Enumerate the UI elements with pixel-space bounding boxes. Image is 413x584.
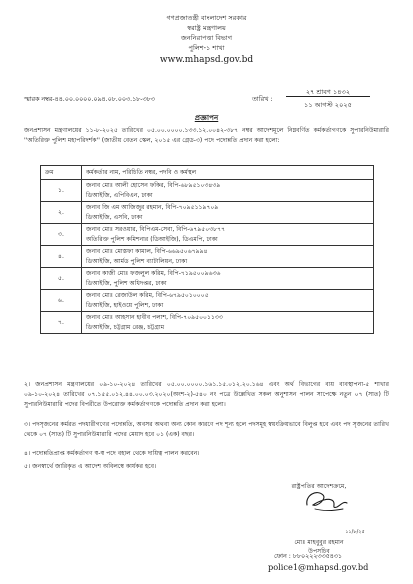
table-row <box>41 246 374 268</box>
government-name: গণপ্রজাতন্ত্রী বাংলাদেশ সরকার <box>166 14 247 22</box>
paragraph-2: ২। জনপ্রশাসন মন্ত্রণালয়ের ০৯-১০-২০২৪ তারিখের ০৫.০০.০০০০.১৬১.১৫.০১২.২০.১৬৪ এবং অর্থ বিভাগের ব্যয় ব্যবস্থাপনা-৫ শাখার ০৯-১০-২০২৪ তারিখের ০৭.১৫৫.০১২.৪৪.০০.০৩.২০২০(অংশ-২)-৫৪০ নং পত্রে উল্লেখিত সকল অনুশাসন পালন সাপেক্ষে নতুন ০৭ (সাত) টি সুপারনিউমারারি পদের বিপরীতে উপরোক্ত কর্মকর্তাগণকে পদোন্নতি প্রদান করা হলো। <box>24 381 389 408</box>
row-officer-info <box>82 202 374 224</box>
officer-name: জনাব মোঃ সরওয়ার, বিপিএম-সেবা, বিপি-৬৭৯৫০৩৮৭৭ <box>86 225 226 233</box>
officers-table <box>40 165 374 334</box>
date-box <box>282 84 374 110</box>
row-serial: ৪. <box>41 246 82 268</box>
table-row <box>41 290 374 312</box>
table-row <box>41 202 374 224</box>
officer-name: জনাব মোঃ আলী হোসেন ফকির, বিপি-৬৮৯৫১০৩৪৩৯ <box>86 181 221 189</box>
signature-date: ১১/৮/২৫ <box>345 529 365 535</box>
contact-phone: ফোন : ৮৮০২২২৩৩৫৪৩১ <box>274 553 342 560</box>
order-line: রাষ্ট্রপতির আদেশক্রমে, <box>291 483 347 490</box>
signatory-name: মোঃ মাহবুবুর রহমান <box>294 539 344 546</box>
paragraph-4: ৪। পদোন্নতিপ্রাপ্ত কর্মকর্তাগণ স্ব-স্ব পদে বহাল থেকে দায়িত্ব পালন করবেন। <box>24 450 200 457</box>
date-english: ১১ আগস্ট ২০২৫ <box>304 101 352 109</box>
column-header-officer: কর্মকর্তার নাম, পরিচিতি নম্বর, পদবি ও কর্মস্থল <box>82 166 374 180</box>
division-name: জননিরাপত্তা বিভাগ <box>180 34 233 42</box>
row-officer-info <box>82 224 374 246</box>
officer-name: জনাব মোঃ মোস্তফা কামাল, বিপি-৬৬৯৫০৬৭৯৯৪ <box>86 247 208 255</box>
date-label: তারিখ : <box>252 95 273 103</box>
table-row <box>41 180 374 202</box>
row-officer-info <box>82 312 374 334</box>
officer-name: জনাব কাজী মোঃ ফজলুল করিম, বিপি-৭১৯৫০০৯৬৩৬ <box>86 269 221 277</box>
paragraph-5: ৫। জনস্বার্থে জারিকৃত এ আদেশ অবিলম্বে কার্যকর হবে। <box>24 463 157 470</box>
row-serial: ৭. <box>41 312 82 334</box>
paragraph-3: ৩। পদসৃজনের কর্মরত পদধারীগণের পদোন্নতি, অবসর অথবা অন্য কোন কারণে পদ শূন্য হলে পদসমূহ স্বয়ংক্রিয়ভাবে বিলুপ্ত হবে এবং পদ সৃজনের তারিখ থেকে ০৭ (সাত) টি সুপারনিউমারারি পদের মেয়াদ হবে ০১ (এক) বছর। <box>24 421 389 438</box>
row-serial: ২. <box>41 202 82 224</box>
officer-posting: ডিআইজি, এপিবিএন, ঢাকা <box>86 191 153 199</box>
row-officer-info <box>82 180 374 202</box>
memo-number: স্মারক নম্বর-৪৪.০০.০০০০.০৯৪.০৮.০০৩.১৮-৩৮৩ <box>24 96 155 103</box>
table-row <box>41 268 374 290</box>
row-serial: ৩. <box>41 224 82 246</box>
officer-posting: অতিরিক্ত পুলিশ কমিশনার (ডিআইজি), ডিএমপি, ঢাকা <box>86 235 218 243</box>
column-header-serial: ক্রম <box>41 166 82 180</box>
paragraph-intro: জনপ্রশাসন মন্ত্রণালয়ের ১১-৮-২০২৫ তারিখের ০৫.০০.০০০০.১৩৩.১২.০০৪২-৩৮৭ নম্বর আদেশমূলে নিম্নবর্ণিত কর্মকর্তাগণকে সুপারনিউমারারি ''অতিরিক্ত পুলিশ মহাপরিদর্শক'' (জাতীয় বেতন স্কেল, ২০১৫ এর গ্রেড-৩) পদে পদোন্নতি প্রদান করা হলো: <box>24 127 389 144</box>
row-serial: ১. <box>41 180 82 202</box>
row-serial: ৫. <box>41 268 82 290</box>
row-officer-info <box>82 290 374 312</box>
ministry-name: স্বরাষ্ট্র মন্ত্রণালয় <box>187 24 226 32</box>
table-header-row <box>41 166 374 180</box>
officer-posting: ডিআইজি, হাইওয়ে পুলিশ, ঢাকা <box>86 301 164 309</box>
officer-posting: ডিআইজি, চট্টগ্রাম রেঞ্জ, চট্টগ্রাম <box>86 323 165 331</box>
website-url: www.mhapsd.gov.bd <box>159 55 254 65</box>
signatory-designation: উপসচিব <box>308 548 330 555</box>
handwritten-signature <box>303 487 349 515</box>
officer-name: জনাব জি এম আজিজুর রহমান, বিপি-৭০৯৫১১৯৭০৯ <box>86 203 219 211</box>
row-officer-info <box>82 268 374 290</box>
officer-name: জনাব মোঃ রেজাউল করিম, বিপি-৬৭৯৫০১০০০৫ <box>86 291 209 299</box>
row-serial: ৬. <box>41 290 82 312</box>
document-title: প্রজ্ঞাপন <box>194 113 219 122</box>
date-bangla: ২৭ শ্রাবণ ১৪৩২ <box>305 88 351 96</box>
officer-name: জনাব মোঃ আহসান হাবীব পলাশ, বিপি-৭০৯৫০০১১৩৩ <box>86 313 223 321</box>
date-divider <box>286 96 370 97</box>
section-name: পুলিশ-১ শাখা <box>188 44 225 52</box>
contact-email: police1@mhapsd.gov.bd <box>268 562 369 572</box>
table-row <box>41 312 374 334</box>
row-officer-info <box>82 246 374 268</box>
officer-posting: ডিআইজি, পুলিশ অধিদপ্তর, ঢাকা <box>86 279 167 287</box>
table-row <box>41 224 374 246</box>
officer-posting: ডিআইজি, এসবি, ঢাকা <box>86 213 143 221</box>
officer-posting: ডিআইজি, আর্মড পুলিশ ব্যাটালিয়ন, ঢাকা <box>86 257 188 265</box>
